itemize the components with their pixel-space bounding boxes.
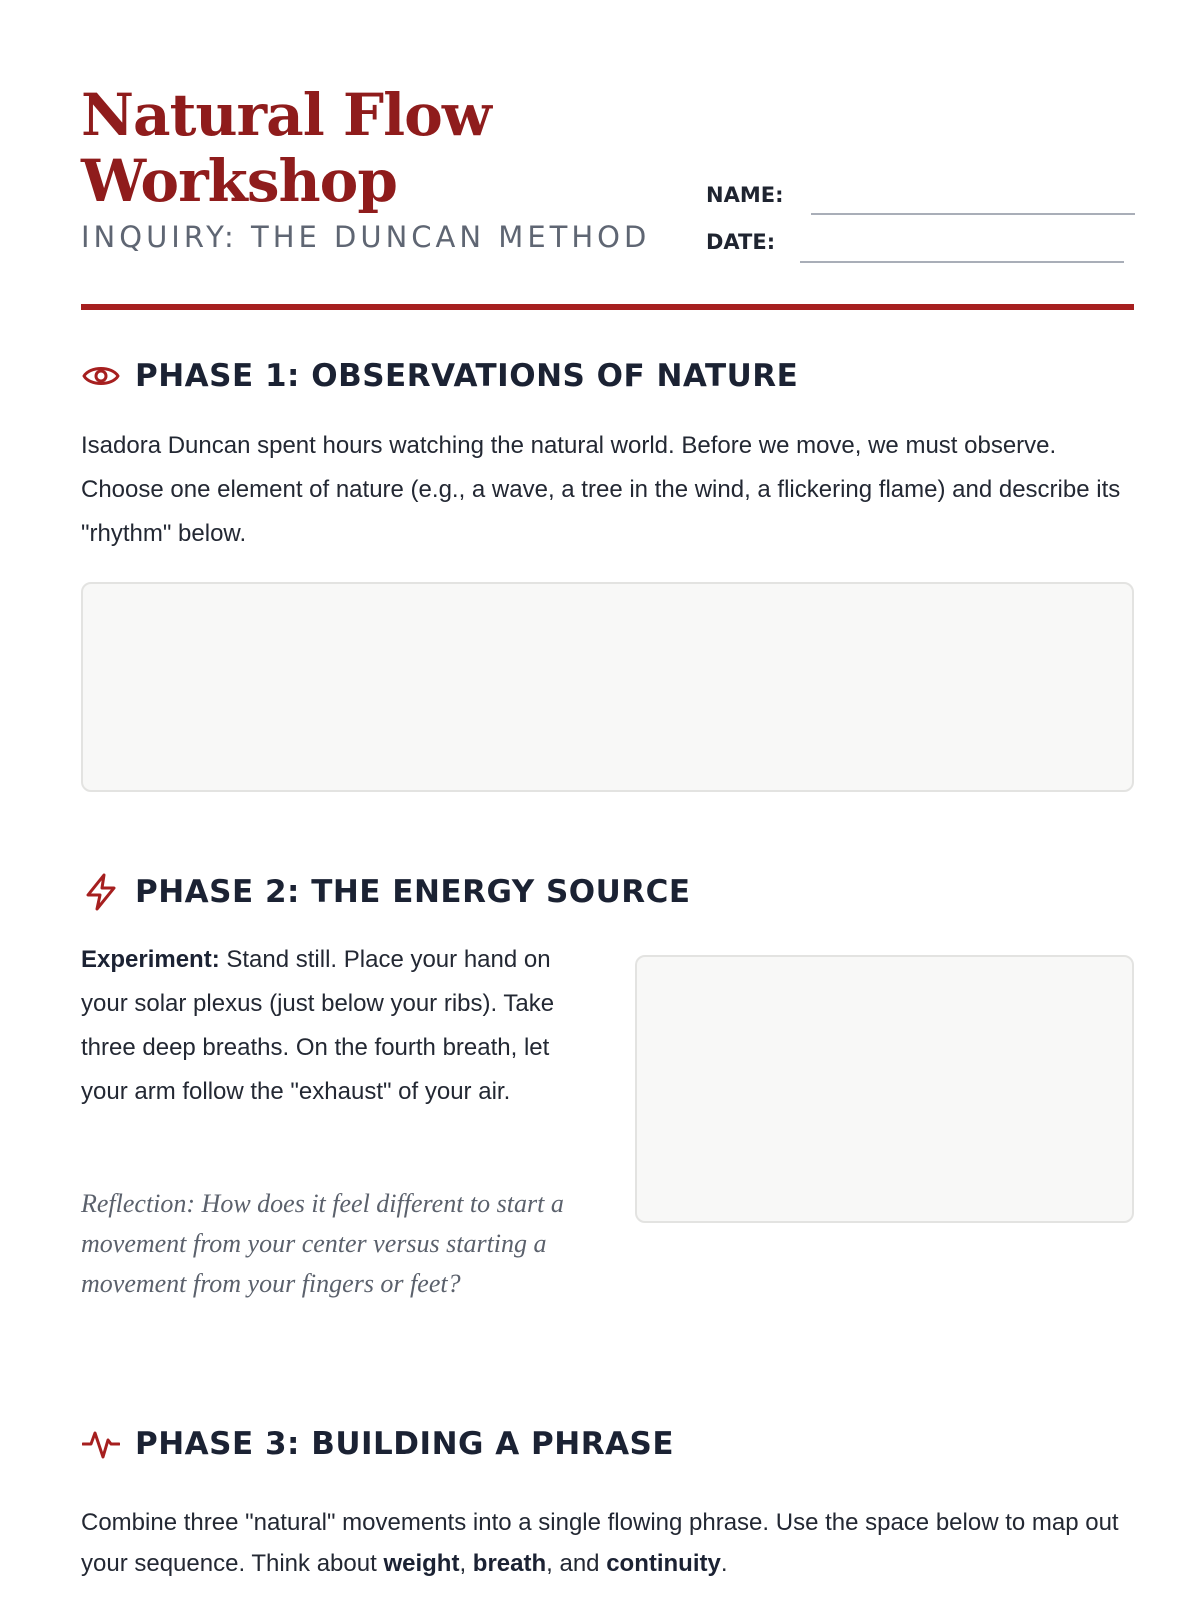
- phase2-heading: [81, 872, 691, 912]
- eye-icon: [81, 356, 121, 396]
- name-input-line[interactable]: [811, 213, 1135, 215]
- title-line-2: Workshop: [81, 147, 397, 215]
- header-divider: [81, 304, 1134, 310]
- phase1-title: PHASE 1: OBSERVATIONS OF NATURE: [135, 358, 799, 394]
- page-title: [81, 82, 491, 214]
- name-label: NAME:: [706, 183, 784, 207]
- experiment-text: Stand still. Place your hand on your solar plexus (just below your ribs). Take three deep breaths. On the fourth breath, let your arm follow the "exhaust" of your air.: [81, 946, 555, 1105]
- worksheet-header: [81, 0, 1134, 312]
- date-input-line[interactable]: [800, 261, 1124, 263]
- phase3-end: .: [720, 1550, 728, 1577]
- name-field: [706, 183, 783, 207]
- experiment-label: Experiment:: [81, 946, 220, 973]
- date-label: DATE:: [706, 230, 776, 254]
- phase2-title: PHASE 2: THE ENERGY SOURCE: [135, 874, 691, 910]
- pulse-icon: [81, 1424, 121, 1464]
- phase2-answer-box[interactable]: [635, 955, 1134, 1223]
- worksheet-page: [81, 0, 1134, 1577]
- phase3-sep1: ,: [459, 1550, 473, 1577]
- phase2-experiment: [81, 938, 571, 1114]
- page-subtitle: INQUIRY: THE DUNCAN METHOD: [81, 220, 651, 254]
- phase3-heading: [81, 1424, 674, 1464]
- keyword-breath: breath: [472, 1550, 547, 1577]
- phase3-title: PHASE 3: BUILDING A PHRASE: [135, 1426, 675, 1462]
- date-field: [706, 230, 775, 254]
- phase1-instructions: Isadora Duncan spent hours watching the natural world. Before we move, we must observe. Choose one element of nature (e.g., a wave, a tree in the wind, a flickering flame) and describe its "rhythm" below.: [81, 432, 1121, 547]
- phase3-text-start: Combine three "natural" movements into a single flowing phrase. Use the space below to map out your sequence. Think about: [81, 1509, 1119, 1577]
- lightning-icon: [81, 872, 121, 912]
- phase1-answer-box[interactable]: [81, 582, 1134, 792]
- phase3-sep2: , and: [546, 1550, 607, 1577]
- keyword-continuity: continuity: [606, 1550, 721, 1577]
- phase2-reflection: Reflection: How does it feel different to start a movement from your center versus starting a movement from your fingers or feet?: [81, 1189, 564, 1298]
- phase3-instructions: [81, 1502, 1134, 1584]
- title-line-1: Natural Flow: [81, 81, 491, 149]
- keyword-weight: weight: [383, 1550, 460, 1577]
- phase1-heading: [81, 356, 798, 396]
